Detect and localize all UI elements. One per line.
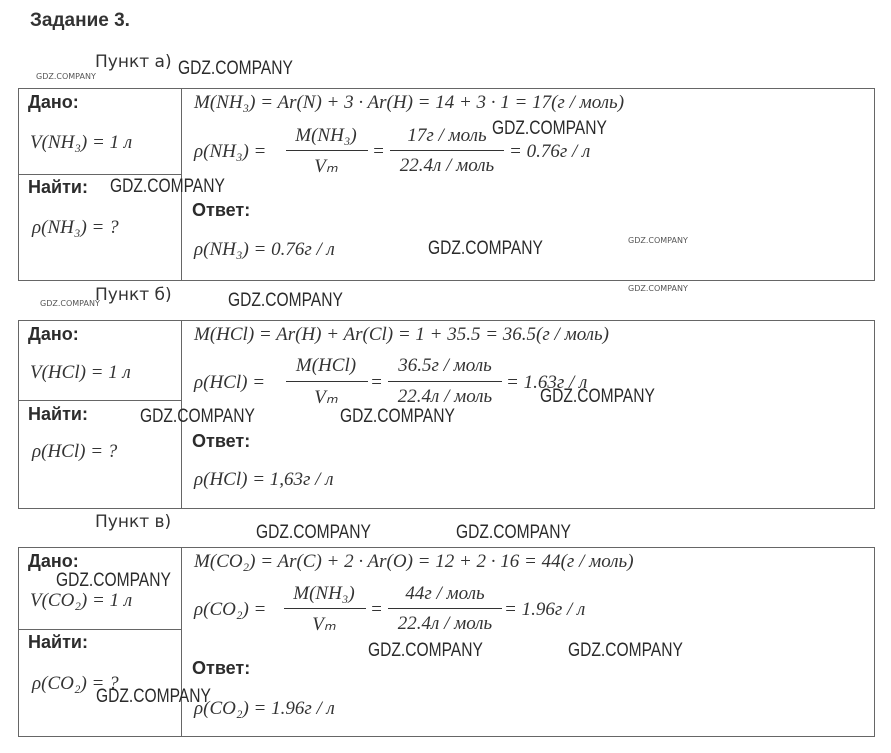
watermark: GDZ.COMPANY [228, 290, 343, 311]
divider [18, 174, 182, 175]
fraction-denominator: 22.4л / моль [397, 386, 493, 407]
punkt-b-label: Пункт б) [95, 285, 172, 305]
watermark: GDZ.COMPANY [368, 640, 483, 661]
density-result: = 0.76г / л [509, 141, 591, 162]
watermark: GDZ.COMPANY [628, 236, 688, 245]
equals-sign: = [370, 372, 383, 393]
watermark: GDZ.COMPANY [340, 406, 455, 427]
watermark: GDZ.COMPANY [456, 522, 571, 543]
punkt-a-label: Пункт а) [95, 52, 172, 72]
find-label: Найти: [28, 404, 88, 424]
given-value: V(CO₂) = 1 л [30, 590, 133, 611]
find-value: ρ(HCl) = ? [32, 441, 118, 462]
density-lhs: ρ(HCl) = [194, 372, 266, 393]
answer-value: ρ(HCl) = 1,63г / л [194, 469, 334, 490]
fraction-bar [284, 608, 366, 609]
fraction-bar [390, 150, 504, 151]
watermark: GDZ.COMPANY [540, 386, 655, 407]
fraction-bar [388, 381, 502, 382]
density-result: = 1.96г / л [504, 599, 586, 620]
find-value: ρ(NH₃) = ? [32, 217, 119, 238]
answer-label: Ответ: [192, 431, 251, 451]
find-label: Найти: [28, 632, 88, 652]
density-result: = 1.63г / л [506, 372, 588, 393]
watermark: GDZ.COMPANY [492, 118, 607, 139]
fraction-numerator: M(NH₃) [293, 583, 355, 604]
fraction-denominator: Vₘ [312, 614, 336, 635]
find-value: ρ(CO₂) = ? [32, 673, 119, 694]
divider [18, 629, 182, 630]
fraction-denominator: 22.4л / моль [399, 155, 495, 176]
punkt-c-label: Пункт в) [95, 512, 172, 532]
watermark: GDZ.COMPANY [428, 238, 543, 259]
watermark: GDZ.COMPANY [110, 176, 225, 197]
fraction-bar [286, 381, 368, 382]
molar-mass-formula: M(CO₂) = Ar(C) + 2 · Ar(O) = 12 + 2 · 16 = 44(г / моль) [194, 551, 634, 572]
find-label: Найти: [28, 177, 88, 197]
answer-label: Ответ: [192, 200, 251, 220]
watermark: GDZ.COMPANY [56, 570, 171, 591]
divider [181, 547, 182, 737]
given-value: V(NH₃) = 1 л [30, 132, 133, 153]
molar-mass-formula: M(NH₃) = Ar(N) + 3 · Ar(H) = 14 + 3 · 1 = 17(г / моль) [194, 92, 625, 113]
watermark: GDZ.COMPANY [178, 58, 293, 79]
fraction-denominator: Vₘ [314, 156, 338, 177]
answer-label: Ответ: [192, 658, 251, 678]
fraction-numerator: 44г / моль [405, 583, 485, 604]
fraction-numerator: 36.5г / моль [398, 355, 492, 376]
density-lhs: ρ(NH₃) = [194, 141, 267, 162]
fraction-bar [388, 608, 502, 609]
equals-sign: = [372, 141, 385, 162]
fraction-denominator: Vₘ [314, 387, 338, 408]
watermark: GDZ.COMPANY [140, 406, 255, 427]
watermark: GDZ.COMPANY [36, 72, 96, 81]
watermark: GDZ.COMPANY [40, 299, 100, 308]
answer-value: ρ(CO₂) = 1.96г / л [194, 698, 335, 719]
density-lhs: ρ(CO₂) = [194, 599, 267, 620]
given-label: Дано: [28, 551, 79, 571]
answer-value: ρ(NH₃) = 0.76г / л [194, 239, 335, 260]
watermark: GDZ.COMPANY [568, 640, 683, 661]
fraction-bar [286, 150, 368, 151]
fraction-numerator: 17г / моль [407, 125, 487, 146]
watermark: GDZ.COMPANY [628, 284, 688, 293]
divider [18, 400, 182, 401]
equals-sign: = [370, 599, 383, 620]
given-value: V(HCl) = 1 л [30, 362, 131, 383]
watermark: GDZ.COMPANY [256, 522, 371, 543]
given-label: Дано: [28, 324, 79, 344]
page-title: Задание 3. [30, 10, 130, 31]
fraction-denominator: 22.4л / моль [397, 613, 493, 634]
fraction-numerator: M(NH₃) [295, 125, 357, 146]
watermark: GDZ.COMPANY [96, 686, 211, 707]
fraction-numerator: M(HCl) [295, 355, 357, 376]
molar-mass-formula: M(HCl) = Ar(H) + Ar(Cl) = 1 + 35.5 = 36.5(г / моль) [194, 324, 609, 345]
given-label: Дано: [28, 92, 79, 112]
